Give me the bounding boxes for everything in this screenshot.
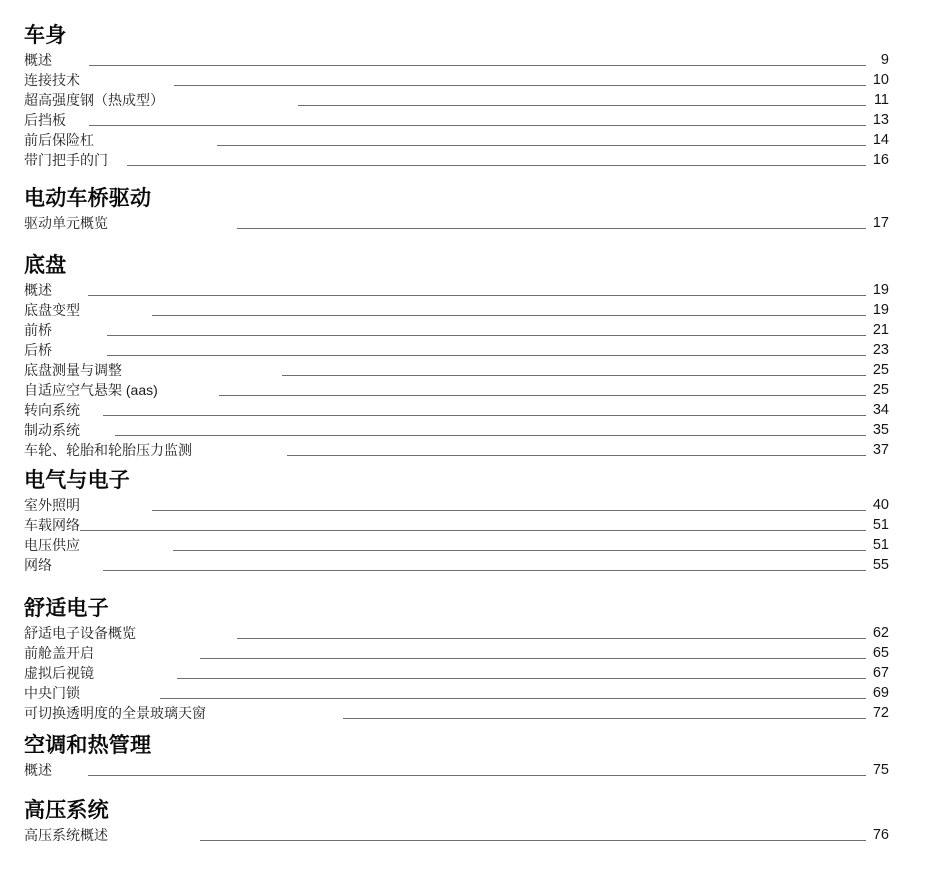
entry-label: 虚拟后视镜 bbox=[24, 665, 94, 681]
page-number: 65 bbox=[872, 645, 889, 661]
section-entries bbox=[24, 623, 889, 723]
entry-label: 连接技术 bbox=[24, 72, 80, 88]
leader-line bbox=[177, 663, 866, 679]
leader-line bbox=[127, 150, 866, 166]
leader-line bbox=[200, 643, 866, 659]
toc-entry[interactable] bbox=[24, 50, 889, 70]
page-number: 69 bbox=[872, 685, 889, 701]
leader-line bbox=[89, 50, 866, 66]
page-number: 19 bbox=[872, 282, 889, 298]
leader-line bbox=[160, 683, 866, 699]
leader-line bbox=[103, 555, 866, 571]
toc-entry[interactable] bbox=[24, 320, 889, 340]
toc-entry[interactable] bbox=[24, 535, 889, 555]
toc-entry[interactable] bbox=[24, 213, 889, 233]
leader-line bbox=[298, 90, 866, 106]
entry-label: 电压供应 bbox=[24, 537, 80, 553]
toc-entry[interactable] bbox=[24, 340, 889, 360]
leader-line bbox=[343, 703, 866, 719]
leader-line bbox=[173, 535, 866, 551]
page-number: 75 bbox=[872, 762, 889, 778]
leader-line bbox=[89, 110, 866, 126]
entry-label: 网络 bbox=[24, 557, 52, 573]
entry-label: 带门把手的门 bbox=[24, 152, 108, 168]
toc-section bbox=[24, 25, 889, 170]
page-number: 25 bbox=[872, 362, 889, 378]
section-title: 高压系统 bbox=[24, 799, 109, 822]
page-number: 25 bbox=[872, 382, 889, 398]
entry-label: 底盘变型 bbox=[24, 302, 80, 318]
section-title: 底盘 bbox=[24, 254, 67, 277]
toc-entry[interactable] bbox=[24, 515, 889, 535]
entry-label: 概述 bbox=[24, 282, 52, 298]
entry-label: 后桥 bbox=[24, 342, 52, 358]
page-number: 34 bbox=[872, 402, 889, 418]
section-entries bbox=[24, 280, 889, 460]
toc-section bbox=[24, 800, 889, 845]
toc-entry[interactable] bbox=[24, 703, 889, 723]
toc-entry[interactable] bbox=[24, 760, 889, 780]
toc-entry[interactable] bbox=[24, 643, 889, 663]
leader-line bbox=[287, 440, 866, 456]
toc-entry[interactable] bbox=[24, 90, 889, 110]
page-number: 16 bbox=[872, 152, 889, 168]
entry-label: 自适应空气悬架 (aas) bbox=[24, 382, 158, 398]
page-number: 9 bbox=[880, 52, 889, 68]
entry-label: 超高强度钢（热成型） bbox=[24, 92, 164, 108]
section-entries bbox=[24, 495, 889, 575]
section-entries bbox=[24, 50, 889, 170]
toc-section bbox=[24, 735, 889, 780]
toc-entry[interactable] bbox=[24, 360, 889, 380]
toc-entry[interactable] bbox=[24, 70, 889, 90]
leader-line bbox=[80, 515, 866, 531]
leader-line bbox=[88, 760, 866, 776]
table-of-contents bbox=[0, 25, 951, 845]
section-title: 电气与电子 bbox=[24, 469, 130, 492]
entry-label: 车载网络 bbox=[24, 517, 80, 533]
leader-line bbox=[152, 495, 866, 511]
leader-line bbox=[115, 420, 866, 436]
page-number: 10 bbox=[872, 72, 889, 88]
leader-line bbox=[152, 300, 866, 316]
page-number: 37 bbox=[872, 442, 889, 458]
page-number: 23 bbox=[872, 342, 889, 358]
page-number: 51 bbox=[872, 517, 889, 533]
toc-section bbox=[24, 188, 889, 233]
toc-entry[interactable] bbox=[24, 380, 889, 400]
leader-line bbox=[237, 623, 866, 639]
page-number: 72 bbox=[872, 705, 889, 721]
leader-line bbox=[107, 340, 866, 356]
toc-section bbox=[24, 470, 889, 575]
page-number: 76 bbox=[872, 827, 889, 843]
page-number: 55 bbox=[872, 557, 889, 573]
entry-label: 前舱盖开启 bbox=[24, 645, 94, 661]
entry-label: 概述 bbox=[24, 52, 52, 68]
entry-label: 车轮、轮胎和轮胎压力监测 bbox=[24, 442, 192, 458]
toc-section bbox=[24, 255, 889, 460]
entry-label: 转向系统 bbox=[24, 402, 80, 418]
toc-entry[interactable] bbox=[24, 663, 889, 683]
entry-label: 前后保险杠 bbox=[24, 132, 94, 148]
entry-label: 中央门锁 bbox=[24, 685, 80, 701]
page-number: 21 bbox=[872, 322, 889, 338]
toc-section bbox=[24, 598, 889, 723]
toc-entry[interactable] bbox=[24, 280, 889, 300]
page-number: 62 bbox=[872, 625, 889, 641]
leader-line bbox=[88, 280, 866, 296]
toc-entry[interactable] bbox=[24, 495, 889, 515]
toc-entry[interactable] bbox=[24, 150, 889, 170]
leader-line bbox=[103, 400, 866, 416]
toc-entry[interactable] bbox=[24, 683, 889, 703]
page-number: 11 bbox=[873, 92, 889, 108]
entry-label: 前桥 bbox=[24, 322, 52, 338]
toc-entry[interactable] bbox=[24, 400, 889, 420]
section-title: 电动车桥驱动 bbox=[24, 187, 152, 210]
entry-label: 舒适电子设备概览 bbox=[24, 625, 136, 641]
entry-label: 后挡板 bbox=[24, 112, 66, 128]
page-number: 35 bbox=[872, 422, 889, 438]
entry-label: 室外照明 bbox=[24, 497, 80, 513]
section-title: 车身 bbox=[24, 24, 67, 47]
leader-line bbox=[174, 70, 866, 86]
toc-entry[interactable] bbox=[24, 420, 889, 440]
section-entries bbox=[24, 760, 889, 780]
entry-label: 高压系统概述 bbox=[24, 827, 108, 843]
toc-entry[interactable] bbox=[24, 555, 889, 575]
toc-entry[interactable] bbox=[24, 623, 889, 643]
leader-line bbox=[217, 130, 866, 146]
leader-line bbox=[237, 213, 866, 229]
leader-line bbox=[282, 360, 866, 376]
entry-label: 驱动单元概览 bbox=[24, 215, 108, 231]
entry-label: 制动系统 bbox=[24, 422, 80, 438]
page-number: 13 bbox=[872, 112, 889, 128]
toc-entry[interactable] bbox=[24, 110, 889, 130]
leader-line bbox=[200, 825, 866, 841]
leader-line bbox=[219, 380, 866, 396]
section-title: 舒适电子 bbox=[24, 597, 109, 620]
page-number: 14 bbox=[872, 132, 889, 148]
section-entries bbox=[24, 825, 889, 845]
leader-line bbox=[107, 320, 866, 336]
toc-entry[interactable] bbox=[24, 825, 889, 845]
page-number: 40 bbox=[872, 497, 889, 513]
toc-entry[interactable] bbox=[24, 440, 889, 460]
section-title: 空调和热管理 bbox=[24, 734, 152, 757]
page-number: 17 bbox=[872, 215, 889, 231]
entry-label: 底盘测量与调整 bbox=[24, 362, 122, 378]
page-number: 67 bbox=[872, 665, 889, 681]
toc-entry[interactable] bbox=[24, 300, 889, 320]
toc-entry[interactable] bbox=[24, 130, 889, 150]
page-number: 51 bbox=[872, 537, 889, 553]
section-entries bbox=[24, 213, 889, 233]
page-number: 19 bbox=[872, 302, 889, 318]
entry-label: 可切换透明度的全景玻璃天窗 bbox=[24, 705, 206, 721]
entry-label: 概述 bbox=[24, 762, 52, 778]
